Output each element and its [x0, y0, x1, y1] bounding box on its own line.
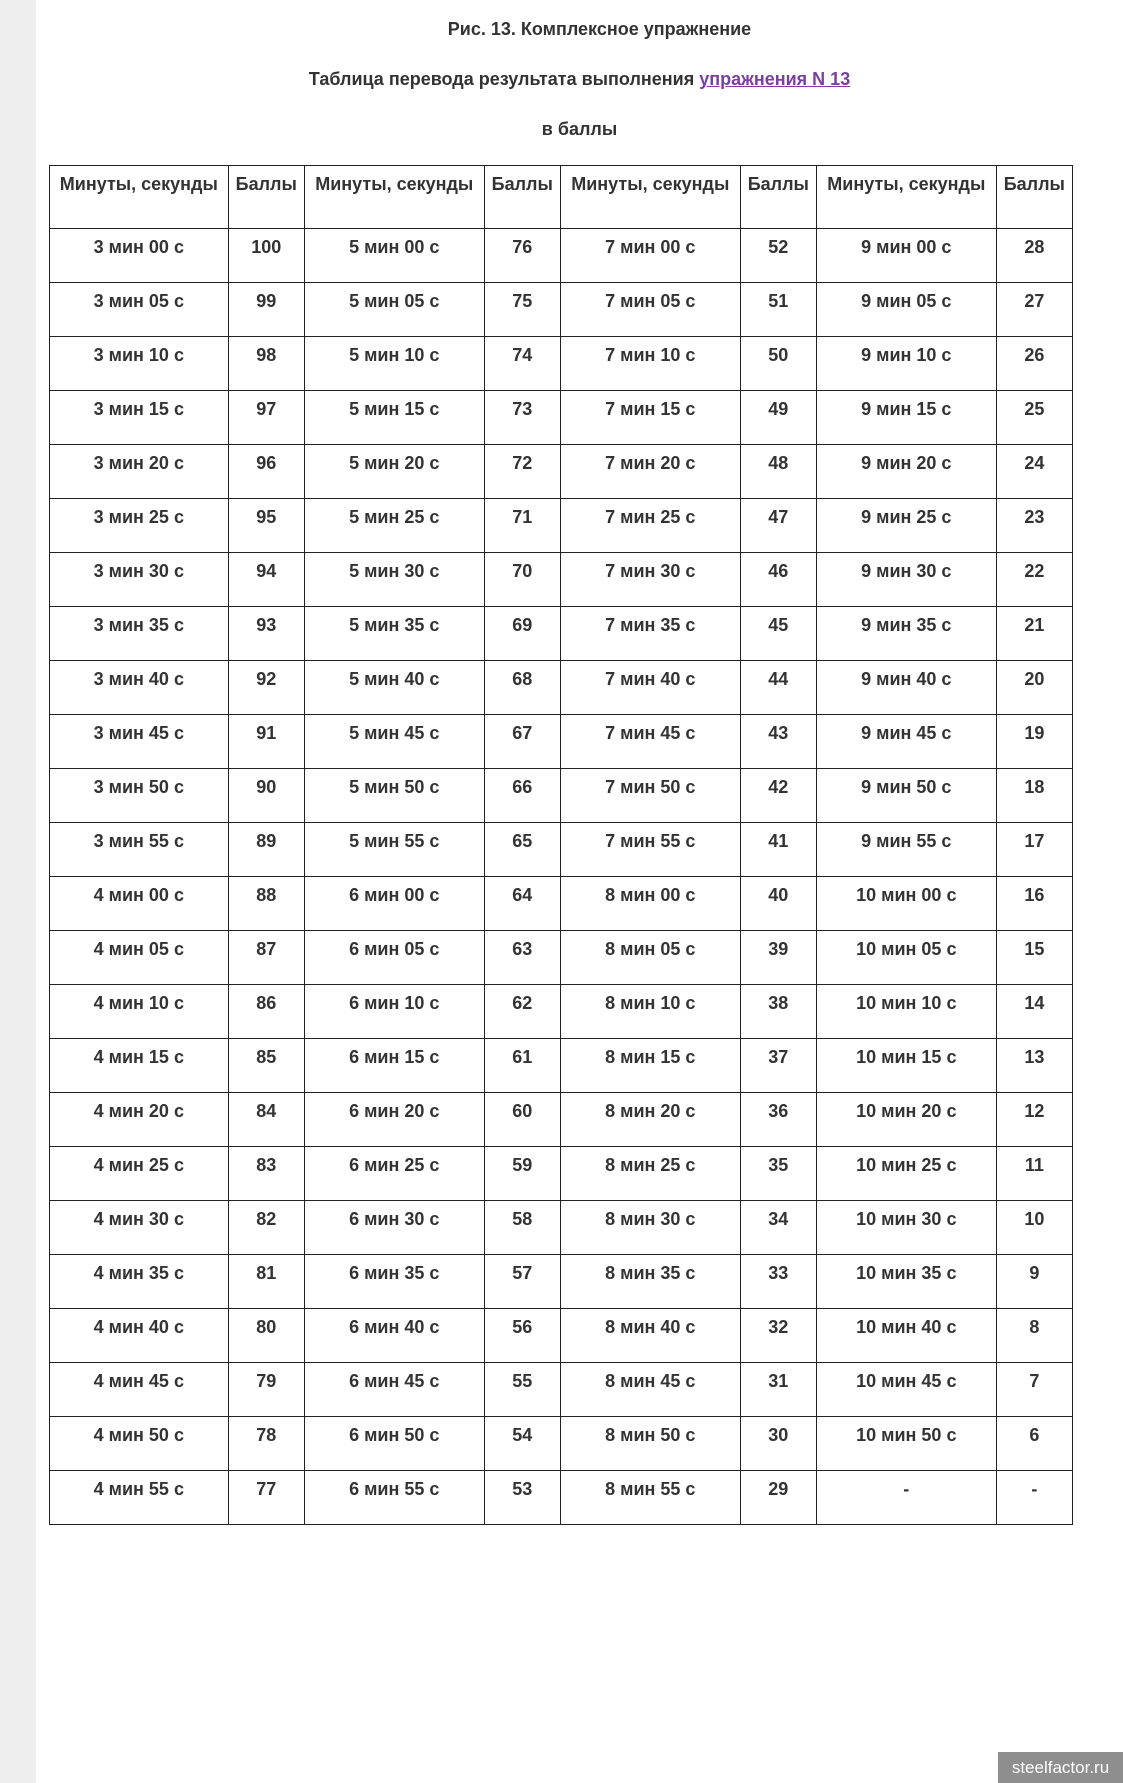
- points-cell: 91: [228, 715, 304, 769]
- points-cell: 53: [484, 1471, 560, 1525]
- time-cell: 3 мин 35 с: [50, 607, 229, 661]
- time-cell: 6 мин 55 с: [304, 1471, 484, 1525]
- time-cell: 10 мин 45 с: [816, 1363, 996, 1417]
- time-cell: 9 мин 30 с: [816, 553, 996, 607]
- points-cell: 94: [228, 553, 304, 607]
- points-cell: 40: [740, 877, 816, 931]
- points-cell: 80: [228, 1309, 304, 1363]
- points-cell: 27: [996, 283, 1072, 337]
- time-cell: 3 мин 55 с: [50, 823, 229, 877]
- time-cell: 5 мин 15 с: [304, 391, 484, 445]
- time-cell: 4 мин 35 с: [50, 1255, 229, 1309]
- table-row: [50, 715, 1073, 769]
- time-cell: 6 мин 45 с: [304, 1363, 484, 1417]
- time-cell: 4 мин 40 с: [50, 1309, 229, 1363]
- time-cell: 3 мин 05 с: [50, 283, 229, 337]
- table-row: [50, 985, 1073, 1039]
- points-cell: 24: [996, 445, 1072, 499]
- header-time: Минуты, секунды: [50, 166, 229, 229]
- table-row: [50, 1039, 1073, 1093]
- points-cell: 87: [228, 931, 304, 985]
- time-cell: 8 мин 25 с: [560, 1147, 740, 1201]
- points-cell: 15: [996, 931, 1072, 985]
- time-cell: 5 мин 50 с: [304, 769, 484, 823]
- time-cell: 5 мин 10 с: [304, 337, 484, 391]
- points-cell: 22: [996, 553, 1072, 607]
- time-cell: 4 мин 10 с: [50, 985, 229, 1039]
- time-cell: 6 мин 40 с: [304, 1309, 484, 1363]
- points-cell: 76: [484, 229, 560, 283]
- time-cell: 10 мин 25 с: [816, 1147, 996, 1201]
- table-row: [50, 391, 1073, 445]
- time-cell: 9 мин 15 с: [816, 391, 996, 445]
- points-cell: 60: [484, 1093, 560, 1147]
- points-cell: 45: [740, 607, 816, 661]
- score-conversion-table: [49, 165, 1073, 1525]
- points-cell: 30: [740, 1417, 816, 1471]
- points-cell: 92: [228, 661, 304, 715]
- points-cell: 81: [228, 1255, 304, 1309]
- time-cell: 10 мин 00 с: [816, 877, 996, 931]
- points-cell: 35: [740, 1147, 816, 1201]
- table-row: [50, 1363, 1073, 1417]
- time-cell: 8 мин 05 с: [560, 931, 740, 985]
- points-cell: 46: [740, 553, 816, 607]
- time-cell: 3 мин 15 с: [50, 391, 229, 445]
- time-cell: 8 мин 10 с: [560, 985, 740, 1039]
- time-cell: 10 мин 05 с: [816, 931, 996, 985]
- points-cell: 14: [996, 985, 1072, 1039]
- header-points: Баллы: [740, 166, 816, 229]
- points-cell: 96: [228, 445, 304, 499]
- points-cell: 61: [484, 1039, 560, 1093]
- points-cell: 65: [484, 823, 560, 877]
- time-cell: 6 мин 10 с: [304, 985, 484, 1039]
- points-cell: 16: [996, 877, 1072, 931]
- time-cell: 4 мин 00 с: [50, 877, 229, 931]
- time-cell: 5 мин 35 с: [304, 607, 484, 661]
- document-page: [36, 0, 1123, 1783]
- time-cell: 7 мин 10 с: [560, 337, 740, 391]
- table-row: [50, 1201, 1073, 1255]
- time-cell: 6 мин 50 с: [304, 1417, 484, 1471]
- time-cell: 3 мин 30 с: [50, 553, 229, 607]
- time-cell: 7 мин 05 с: [560, 283, 740, 337]
- points-cell: 49: [740, 391, 816, 445]
- table-row: [50, 769, 1073, 823]
- points-cell: 66: [484, 769, 560, 823]
- time-cell: 5 мин 00 с: [304, 229, 484, 283]
- time-cell: 6 мин 20 с: [304, 1093, 484, 1147]
- points-cell: 55: [484, 1363, 560, 1417]
- points-cell: 28: [996, 229, 1072, 283]
- site-watermark: steelfactor.ru: [998, 1752, 1123, 1783]
- time-cell: 5 мин 05 с: [304, 283, 484, 337]
- points-cell: 41: [740, 823, 816, 877]
- points-cell: 57: [484, 1255, 560, 1309]
- time-cell: 8 мин 15 с: [560, 1039, 740, 1093]
- points-cell: 86: [228, 985, 304, 1039]
- time-cell: 10 мин 15 с: [816, 1039, 996, 1093]
- header-points: Баллы: [484, 166, 560, 229]
- points-cell: 29: [740, 1471, 816, 1525]
- points-cell: 10: [996, 1201, 1072, 1255]
- points-cell: 50: [740, 337, 816, 391]
- points-cell: 39: [740, 931, 816, 985]
- time-cell: 5 мин 55 с: [304, 823, 484, 877]
- points-cell: 9: [996, 1255, 1072, 1309]
- points-cell: 72: [484, 445, 560, 499]
- points-cell: 18: [996, 769, 1072, 823]
- points-cell: 34: [740, 1201, 816, 1255]
- points-cell: 38: [740, 985, 816, 1039]
- time-cell: 9 мин 05 с: [816, 283, 996, 337]
- points-cell: 11: [996, 1147, 1072, 1201]
- points-cell: 99: [228, 283, 304, 337]
- time-cell: 7 мин 40 с: [560, 661, 740, 715]
- points-cell: 42: [740, 769, 816, 823]
- table-row: [50, 1417, 1073, 1471]
- points-cell: 69: [484, 607, 560, 661]
- table-row: [50, 1147, 1073, 1201]
- points-cell: 77: [228, 1471, 304, 1525]
- points-cell: 32: [740, 1309, 816, 1363]
- points-cell: 7: [996, 1363, 1072, 1417]
- table-row: [50, 661, 1073, 715]
- time-cell: 10 мин 10 с: [816, 985, 996, 1039]
- time-cell: 9 мин 10 с: [816, 337, 996, 391]
- time-cell: 7 мин 30 с: [560, 553, 740, 607]
- points-cell: 98: [228, 337, 304, 391]
- points-cell: 95: [228, 499, 304, 553]
- time-cell: 9 мин 20 с: [816, 445, 996, 499]
- points-cell: 64: [484, 877, 560, 931]
- points-cell: 74: [484, 337, 560, 391]
- points-cell: 62: [484, 985, 560, 1039]
- time-cell: 10 мин 50 с: [816, 1417, 996, 1471]
- points-cell: -: [996, 1471, 1072, 1525]
- time-cell: 9 мин 00 с: [816, 229, 996, 283]
- header-time: Минуты, секунды: [816, 166, 996, 229]
- header-points: Баллы: [228, 166, 304, 229]
- table-row: [50, 229, 1073, 283]
- table-row: [50, 1093, 1073, 1147]
- table-title-suffix: в баллы: [541, 119, 618, 139]
- time-cell: 6 мин 35 с: [304, 1255, 484, 1309]
- points-cell: 78: [228, 1417, 304, 1471]
- points-cell: 70: [484, 553, 560, 607]
- time-cell: 4 мин 30 с: [50, 1201, 229, 1255]
- table-row: [50, 931, 1073, 985]
- points-cell: 82: [228, 1201, 304, 1255]
- points-cell: 54: [484, 1417, 560, 1471]
- time-cell: 4 мин 45 с: [50, 1363, 229, 1417]
- time-cell: 7 мин 20 с: [560, 445, 740, 499]
- points-cell: 88: [228, 877, 304, 931]
- table-row: [50, 499, 1073, 553]
- points-cell: 73: [484, 391, 560, 445]
- points-cell: 93: [228, 607, 304, 661]
- time-cell: 10 мин 30 с: [816, 1201, 996, 1255]
- header-time: Минуты, секунды: [560, 166, 740, 229]
- points-cell: 89: [228, 823, 304, 877]
- points-cell: 56: [484, 1309, 560, 1363]
- time-cell: 7 мин 45 с: [560, 715, 740, 769]
- points-cell: 25: [996, 391, 1072, 445]
- points-cell: 47: [740, 499, 816, 553]
- points-cell: 17: [996, 823, 1072, 877]
- points-cell: 6: [996, 1417, 1072, 1471]
- points-cell: 58: [484, 1201, 560, 1255]
- time-cell: 6 мин 05 с: [304, 931, 484, 985]
- time-cell: 9 мин 55 с: [816, 823, 996, 877]
- time-cell: 9 мин 35 с: [816, 607, 996, 661]
- points-cell: 43: [740, 715, 816, 769]
- points-cell: 13: [996, 1039, 1072, 1093]
- time-cell: 4 мин 20 с: [50, 1093, 229, 1147]
- time-cell: 6 мин 15 с: [304, 1039, 484, 1093]
- points-cell: 37: [740, 1039, 816, 1093]
- points-cell: 68: [484, 661, 560, 715]
- time-cell: 4 мин 25 с: [50, 1147, 229, 1201]
- time-cell: 8 мин 30 с: [560, 1201, 740, 1255]
- time-cell: 4 мин 55 с: [50, 1471, 229, 1525]
- table-row: [50, 823, 1073, 877]
- time-cell: 3 мин 25 с: [50, 499, 229, 553]
- points-cell: 26: [996, 337, 1072, 391]
- time-cell: 8 мин 50 с: [560, 1417, 740, 1471]
- time-cell: 5 мин 30 с: [304, 553, 484, 607]
- time-cell: 3 мин 20 с: [50, 445, 229, 499]
- points-cell: 75: [484, 283, 560, 337]
- table-row: [50, 553, 1073, 607]
- points-cell: 79: [228, 1363, 304, 1417]
- time-cell: 7 мин 15 с: [560, 391, 740, 445]
- points-cell: 51: [740, 283, 816, 337]
- table-header-row: [50, 166, 1073, 229]
- table-row: [50, 1309, 1073, 1363]
- table-row: [50, 1471, 1073, 1525]
- table-title: [36, 68, 1123, 90]
- time-cell: 7 мин 55 с: [560, 823, 740, 877]
- points-cell: 83: [228, 1147, 304, 1201]
- points-cell: 12: [996, 1093, 1072, 1147]
- points-cell: 59: [484, 1147, 560, 1201]
- time-cell: 7 мин 25 с: [560, 499, 740, 553]
- time-cell: 8 мин 35 с: [560, 1255, 740, 1309]
- time-cell: 9 мин 25 с: [816, 499, 996, 553]
- exercise-link[interactable]: упражнения N 13: [699, 69, 851, 89]
- time-cell: 4 мин 05 с: [50, 931, 229, 985]
- time-cell: 6 мин 25 с: [304, 1147, 484, 1201]
- time-cell: 3 мин 40 с: [50, 661, 229, 715]
- time-cell: 10 мин 35 с: [816, 1255, 996, 1309]
- points-cell: 23: [996, 499, 1072, 553]
- points-cell: 21: [996, 607, 1072, 661]
- time-cell: 3 мин 50 с: [50, 769, 229, 823]
- time-cell: 4 мин 50 с: [50, 1417, 229, 1471]
- time-cell: 7 мин 50 с: [560, 769, 740, 823]
- table-row: [50, 607, 1073, 661]
- points-cell: 44: [740, 661, 816, 715]
- time-cell: 10 мин 40 с: [816, 1309, 996, 1363]
- time-cell: -: [816, 1471, 996, 1525]
- time-cell: 4 мин 15 с: [50, 1039, 229, 1093]
- time-cell: 3 мин 00 с: [50, 229, 229, 283]
- figure-title-text: Рис. 13. Комплексное упражнение: [447, 19, 752, 39]
- table-title-prefix: Таблица перевода результата выполнения: [308, 69, 700, 89]
- points-cell: 71: [484, 499, 560, 553]
- time-cell: 5 мин 45 с: [304, 715, 484, 769]
- header-time: Минуты, секунды: [304, 166, 484, 229]
- time-cell: 3 мин 10 с: [50, 337, 229, 391]
- time-cell: 8 мин 20 с: [560, 1093, 740, 1147]
- time-cell: 5 мин 20 с: [304, 445, 484, 499]
- header-points: Баллы: [996, 166, 1072, 229]
- time-cell: 8 мин 00 с: [560, 877, 740, 931]
- figure-title: [36, 18, 1123, 40]
- points-cell: 63: [484, 931, 560, 985]
- points-cell: 31: [740, 1363, 816, 1417]
- time-cell: 10 мин 20 с: [816, 1093, 996, 1147]
- points-cell: 85: [228, 1039, 304, 1093]
- points-cell: 8: [996, 1309, 1072, 1363]
- table-row: [50, 445, 1073, 499]
- points-cell: 48: [740, 445, 816, 499]
- time-cell: 9 мин 50 с: [816, 769, 996, 823]
- points-cell: 67: [484, 715, 560, 769]
- points-cell: 52: [740, 229, 816, 283]
- time-cell: 9 мин 40 с: [816, 661, 996, 715]
- table-row: [50, 877, 1073, 931]
- points-cell: 84: [228, 1093, 304, 1147]
- time-cell: 7 мин 00 с: [560, 229, 740, 283]
- points-cell: 36: [740, 1093, 816, 1147]
- table-row: [50, 283, 1073, 337]
- time-cell: 6 мин 30 с: [304, 1201, 484, 1255]
- time-cell: 9 мин 45 с: [816, 715, 996, 769]
- points-cell: 90: [228, 769, 304, 823]
- table-row: [50, 337, 1073, 391]
- table-body: [50, 229, 1073, 1525]
- points-cell: 97: [228, 391, 304, 445]
- points-cell: 20: [996, 661, 1072, 715]
- time-cell: 8 мин 40 с: [560, 1309, 740, 1363]
- time-cell: 8 мин 55 с: [560, 1471, 740, 1525]
- time-cell: 7 мин 35 с: [560, 607, 740, 661]
- points-cell: 100: [228, 229, 304, 283]
- time-cell: 8 мин 45 с: [560, 1363, 740, 1417]
- time-cell: 6 мин 00 с: [304, 877, 484, 931]
- time-cell: 3 мин 45 с: [50, 715, 229, 769]
- points-cell: 19: [996, 715, 1072, 769]
- table-row: [50, 1255, 1073, 1309]
- time-cell: 5 мин 25 с: [304, 499, 484, 553]
- time-cell: 5 мин 40 с: [304, 661, 484, 715]
- points-cell: 33: [740, 1255, 816, 1309]
